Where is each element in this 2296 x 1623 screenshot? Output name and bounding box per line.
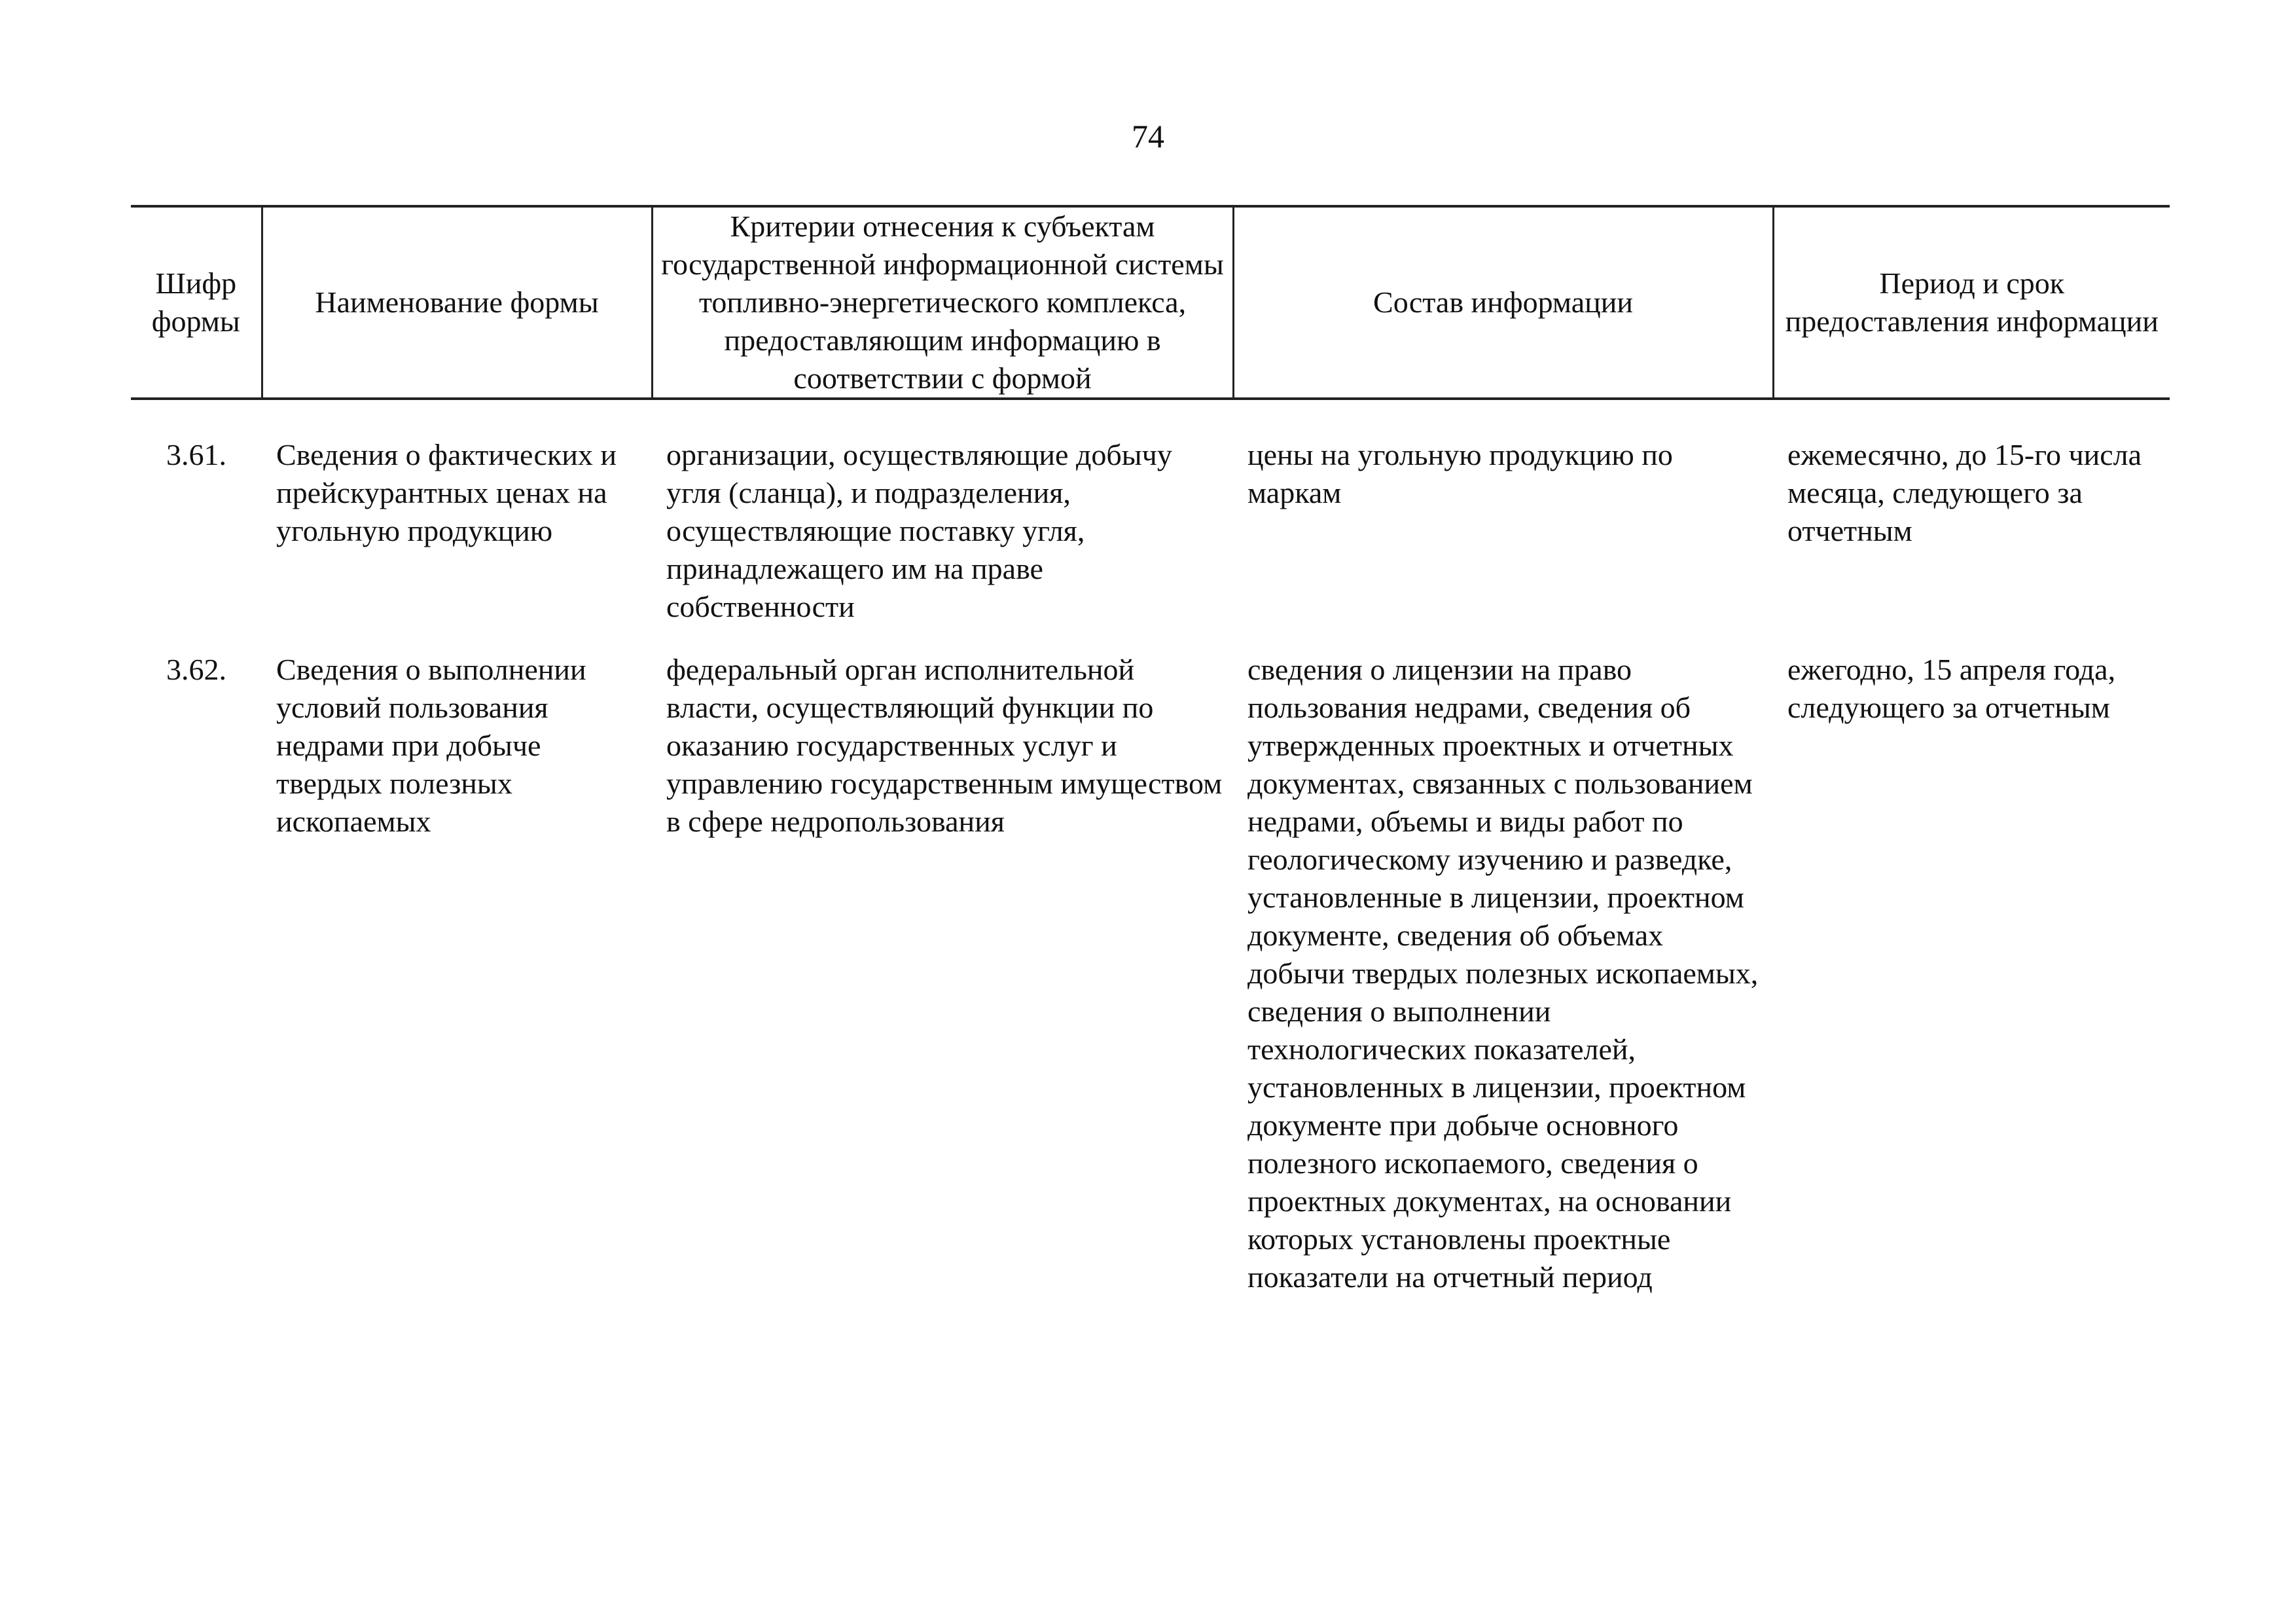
row-content: сведения о лицензии на право пользования недрами, сведения об утвержденных проектных и отчетных документах, связанных с пользованием недрами, объемы и виды работ по геологическому изучению и разведке, установленные в лицензии, проектном документе, сведения об объемах добычи твердых полезных ископаемых, сведения о выполнении технологических показателей, установленных в лицензии, проектном документе при добыче основного полезного ископаемого, сведения о проектных документах, на основании которых установлены проектные показатели на отчетный период [1247,653,1759,1294]
header-content: Состав информации [1233,206,1773,399]
header-criteria: Критерии отнесения к субъектам государственной информационной системы топливно-энергетического комплекса, предоставляющим информацию в соответствии с формой [652,206,1233,399]
row-criteria: федеральный орган исполнительной власти, осуществляющий функции по оказанию государственных услуг и управлению государственным имуществом в сфере недропользования [666,653,1223,838]
table-row [131,626,2170,1296]
row-code: 3.62. [166,653,226,686]
row-name: Сведения о фактических и прейскурантных ценах на угольную продукцию [276,438,617,547]
header-period: Период и срок предоставления информации [1773,206,2170,399]
row-code: 3.61. [166,438,226,471]
row-period: ежемесячно, до 15-го числа месяца, следующего за отчетным [1787,438,2142,547]
row-content: цены на угольную продукцию по маркам [1247,438,1673,509]
header-name: Наименование формы [262,206,652,399]
row-criteria: организации, осуществляющие добычу угля (сланца), и подразделения, осуществляющие поставку угля, принадлежащего им на праве собственности [666,438,1172,623]
header-code: Шифр формы [131,206,262,399]
table-header-row [131,206,2170,399]
row-name: Сведения о выполнении условий пользования недрами при добыче твердых полезных ископаемых [276,653,586,838]
page-number: 74 [1132,118,1164,155]
forms-table [131,205,2170,1296]
row-period: ежегодно, 15 апреля года, следующего за отчетным [1787,653,2116,724]
table-row [131,399,2170,626]
